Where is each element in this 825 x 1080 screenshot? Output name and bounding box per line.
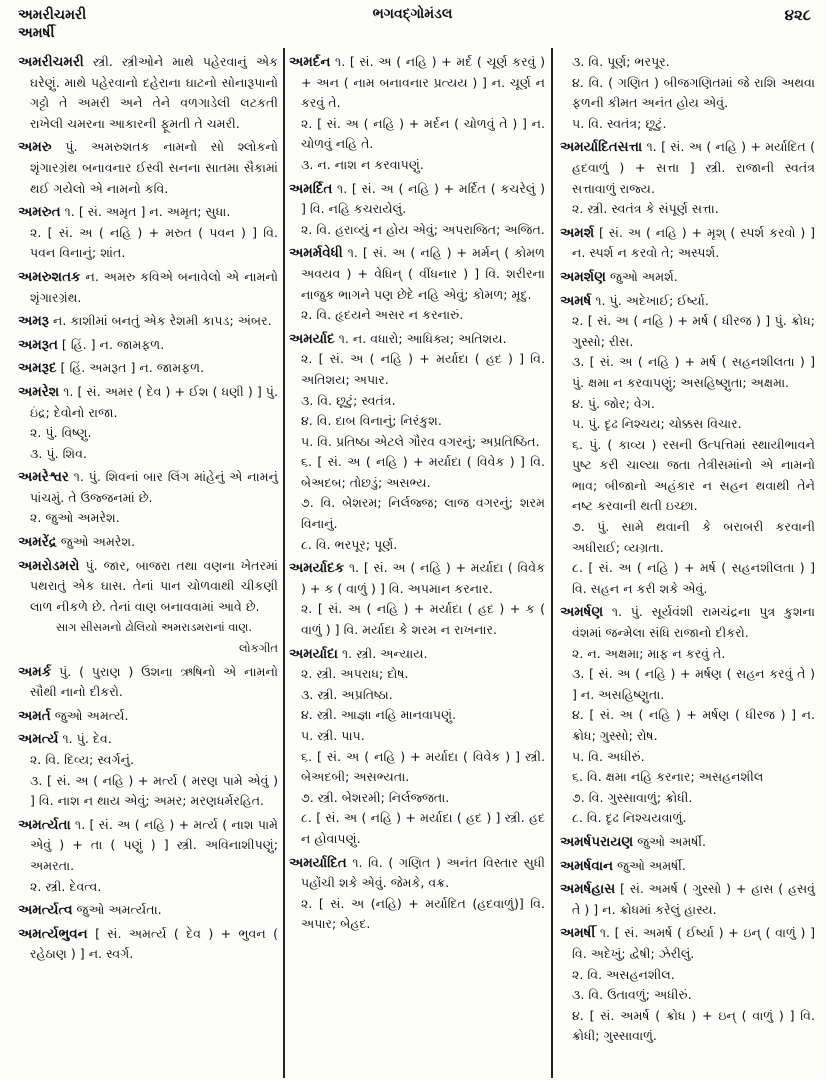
- definition-text: જુઓ અમર્ષી.: [637, 833, 706, 849]
- headword: અમર્દિત: [289, 180, 333, 197]
- headword: અમર્ષવાન: [560, 857, 614, 874]
- dictionary-entry: [18, 706, 278, 727]
- definition-text: જુઓ અમર્ત્યતા.: [76, 902, 162, 918]
- definition-text: ૧. પું. દેવ.: [62, 731, 112, 747]
- headword: અમરેશ: [18, 383, 60, 400]
- definition-text: ન. અમરુ કવિએ બનાવેલો એ નામનો શૃંગારગ્રંથ.: [30, 268, 278, 305]
- definition-text: [ સં. અમર્ત્ય ( દેવ ) + ભુવન ( રહેઠાણ ) ] ન. સ્વર્ગ.: [30, 925, 278, 962]
- definition-text: ૧. પું. શિવનાં બાર લિંગ માંહેનું એ નામનું પાંચમું. તે ઉજ્જનમાં છે.: [30, 469, 278, 505]
- dictionary-entry: [560, 832, 815, 853]
- page-number: ૪૨૮: [784, 6, 811, 24]
- dictionary-entry: [560, 52, 815, 134]
- headword: અમર્યાદક: [289, 560, 345, 577]
- dictionary-entry: [18, 556, 278, 659]
- dictionary-entry: [18, 267, 278, 308]
- definition-text: સ્ત્રી. સ્ત્રીઓને માથે પહેરવાનું એક ઘરેણું. માથે પહેરવાનો દહેરાના ઘાટનો સોનારૂપાનો ગટ્ટો તે અમરી અને તેને વળગાડેલી લટકતી રાખેલી ચમરના આકારની ફૂમતી તે ચમરી.: [30, 54, 278, 131]
- headword: અમર્ત: [18, 707, 51, 724]
- headword: અમર્શ: [560, 224, 595, 241]
- dictionary-entry: [18, 382, 278, 464]
- sense-line: ૨. વિ. હૃદયને અસર ન કરનારું.: [301, 307, 464, 323]
- sense-line: ૪. સ્ત્રી. આજ્ઞા નહિ માનવાપણું.: [301, 707, 457, 723]
- dictionary-entry: [18, 662, 278, 703]
- guide-word-first: અમરીચમરી: [18, 7, 87, 23]
- entry-definition: [18, 467, 278, 508]
- headword: અમર્યાદા: [289, 645, 338, 662]
- dictionary-entry: [560, 602, 815, 829]
- entry-definition: [18, 900, 278, 921]
- definition-text: ૧. [ સં. અ ( નહિ ) + મર્યાદા ( વિવેક ) + ક ( વાળું ) ] વિ. અપમાન કરનાર.: [301, 560, 545, 596]
- definition-text: [ સં. અ ( નહિ ) + મૃશ્ ( સ્પર્શ કરવો ) ] ન. સ્પર્શ ન કરવો તે; અસ્પર્શ.: [572, 224, 816, 261]
- definition-text: ૧. [ સં. અમર ( દેવ ) + ઈશ ( ધણી ) ] પું. ઇંદ્ર; દેવોનો રાજા.: [30, 383, 278, 420]
- entry-definition: [560, 267, 815, 288]
- definition-text: ૧. પું. અદેખાઈ; ઈર્ષ્યા.: [595, 292, 709, 308]
- headword: અમર્ષણ: [560, 604, 604, 621]
- sense-line: ૬. વિ. ક્ષમા નહિ કરનાર; અસહનશીલ: [572, 769, 764, 785]
- definition-text: પું. ( પુરાણ ) ઉશના ઋષિનો એ નામનો સૌથી નાનો દીકરો.: [30, 663, 278, 700]
- headword: અમરૂત: [18, 336, 58, 353]
- definition-text: ૧. [ સં. અ ( નહિ ) + મર્દ ( ચૂર્ણ કરવું ) + અન ( નામ બનાવનાર પ્રત્યય ) ] ન. ચૂર્ણ ન કરવું તે.: [301, 54, 545, 111]
- entry-definition: [18, 311, 278, 332]
- sense-line: ૮. [ સં. અ ( નહિ ) + મર્યાદા ( હદ ) ] સ્ત્રી. હદ ન હોવાપણું.: [301, 810, 545, 846]
- sense-line: ૨. [ સં. અ (નહિ) + મર્યાદિત (હદવાળું)] વિ. અપાર; બેહદ.: [301, 895, 545, 932]
- dictionary-entry: [18, 202, 278, 264]
- entry-definition: [18, 706, 278, 727]
- entry-definition: [18, 335, 278, 356]
- sense-line: ૩. વિ. પૂર્ણ; ભરપૂર.: [572, 54, 670, 69]
- sense-line: ૨. [ સં. અ ( નહિ ) + મર્ષ ( ધીરજ ) ] પું. ક્રોધ; ગુસ્સો; રીસ.: [572, 313, 815, 349]
- sense-line: ૨. સ્ત્રી. સ્વતંત્ર કે સંપૂર્ણ સત્તા.: [572, 201, 719, 217]
- entry-definition: [18, 358, 278, 379]
- headword: અમર્મવેધી: [289, 245, 343, 262]
- dictionary-entry: [289, 179, 545, 241]
- sense-line: ૩. વિ. છૂટું; સ્વતંત્ર.: [301, 392, 396, 408]
- headword: અમર્ષહાસ: [560, 881, 616, 898]
- sense-line: ૨. [ સં. અ ( નહિ ) + મર્યાદા ( હદ ) + ક ( વાળું ) ] વિ. મર્યાદા કે શરમ ન રાખનાર.: [301, 601, 545, 638]
- headword: અમર્ષપરાયણ: [560, 833, 634, 850]
- sense-line: ૬. પું. ( કાવ્ય ) રસની ઉત્પત્તિમાં સ્થાયીભાવને પુષ્ટ કરી ચાલ્યા જતા તેત્રીસમાંનો એ નામનો ભાવ; બીજાનો અહંકાર ન સહન થવાથી તેને નષ્ટ કરવાની થતી ઇચ્છા.: [572, 436, 815, 514]
- entry-definition: [289, 644, 545, 665]
- entry-definition: [18, 52, 278, 134]
- dictionary-entry: [289, 329, 545, 556]
- sense-line: ૨. સ્ત્રી. દેવત્વ.: [30, 878, 102, 894]
- entry-definition: [18, 729, 278, 750]
- dictionary-entry: [289, 52, 545, 176]
- definition-text: ૧. [ સં. અ ( નહિ ) + મર્મન્ ( કોમળ અવયવ ) + વેધિન્ ( વીંધનાર ) ] વિ. શરીરના નાજુક ભાગને પણ છેદે નહિ એવું; કોમળ; મૃદુ.: [301, 245, 545, 302]
- definition-text: ૧. પું. સૂર્યવંશી રામચંદ્રના પુત્ર કુશના વંશમાં જન્મેલા સંધિ રાજાનો દીકરો.: [572, 604, 816, 641]
- headword: અમર્ષ: [560, 292, 592, 309]
- dictionary-entry: [18, 358, 278, 379]
- sense-line: ૨. [ સં. અ ( નહિ ) + મરુત ( પવન ) ] વિ. પવન વિનાનું; શાંત.: [30, 224, 278, 261]
- quotation-source: લોકગીત: [239, 641, 278, 656]
- entry-definition: [560, 923, 815, 964]
- headword: અમર્દન: [289, 54, 331, 70]
- dictionary-entry: [18, 467, 278, 529]
- headword: અમરુત: [18, 204, 61, 221]
- sense-line: ૩. [ સં. અ ( નહિ ) + મર્ષ ( સહનશીલતા ) ] પું. ક્ષમા ન કરવાપણું; અસહિષ્ણુતા; અક્ષમા.: [572, 354, 815, 390]
- headword: અમર્યાદ: [289, 330, 335, 347]
- sense-line: ૫. વિ. પ્રતિષ્ઠા એટલે ગૌરવ વગરનું; અપ્રતિષ્ઠિત.: [301, 433, 540, 449]
- entry-definition: [289, 558, 545, 599]
- definition-text: જુઓ અમર્ત્ય.: [54, 707, 129, 723]
- definition-text: ૧. [ સં. અ ( નહિ ) + મર્યાદિત ( હદવાળું ) + સત્તા ] સ્ત્રી. રાજાની સ્વતંત્ર સત્તાવાળું રાજ્ય.: [572, 139, 815, 196]
- entry-definition: [18, 815, 278, 877]
- definition-text: ૧. સ્ત્રી. અન્યાય.: [342, 645, 428, 661]
- sense-line: ૮. વિ. દૃઢ નિશ્ચયવાળું.: [572, 810, 687, 826]
- dictionary-entry: [18, 311, 278, 332]
- sense-line: ૫. વિ. અધીરું.: [572, 748, 645, 764]
- headword: અમર્ત્ય: [18, 731, 59, 748]
- entry-definition: [289, 853, 545, 894]
- guide-word-last: અમર્ષી: [18, 25, 55, 41]
- column-3: [560, 52, 815, 1050]
- sense-line: ૮. [ સં. અ ( નહિ ) + મર્ષ ( સહનશીલતા ) ] વિ. સહન ન કરી શકે એવું.: [572, 560, 815, 596]
- column-1: [18, 52, 278, 968]
- headword: અમરૂ: [18, 313, 49, 330]
- headword: અમર્ત્યભુવન: [18, 925, 88, 942]
- definition-text: પું. જાર, બાજરા તથા વણના ખેતરમાં પથરાતું એક ઘાસ. તેનાં પાન ચોળવાથી ચીકણી લાળ નીકળે છે. તેનાં વાણ બનાવવામાં આવે છે.: [30, 557, 279, 614]
- headword: અમર્શણ: [560, 268, 606, 285]
- sense-line: ૪. [ સં. અ ( નહિ ) + મર્ષણ ( ધીરજ ) ] ન. ક્રોધ; ગુસ્સો; રોષ.: [572, 707, 815, 743]
- sense-line: ૪. વિ. દાબ વિનાનું; નિરંકુશ.: [301, 413, 442, 429]
- sense-line: ૩. [ સં. અ ( નહિ ) + મર્ત્ય ( મરણ પામે એવું ) ] વિ. નાશ ન થાય એવું; અમર; મરણધર્મરહિત.: [30, 772, 278, 809]
- sense-line: ૩. [ સં. અ ( નહિ ) + મર્ષણ ( સહન કરવું તે ) ] ન. અસહિષ્ણુતા.: [572, 666, 815, 702]
- sense-line: ૨. [ સં. અ ( નહિ ) + મર્યાદા ( હદ ) ] વિ. અતિશય; અપાર.: [301, 351, 545, 387]
- entry-definition: [560, 879, 815, 920]
- sense-line: ૩. વિ. ઉતાવળું; અધીરું.: [572, 987, 692, 1003]
- dictionary-entry: [18, 729, 278, 811]
- entry-definition: [560, 602, 815, 643]
- entry-definition: [289, 52, 545, 114]
- sense-line: ૫. પું. દૃઢ નિશ્ચય; ચોક્કસ વિચાર.: [572, 416, 742, 432]
- column-2: [289, 52, 545, 938]
- sense-line: ૩. સ્ત્રી. અપ્રતિષ્ઠા.: [301, 686, 393, 702]
- definition-text: [ હિં. ] ન. જામફળ.: [61, 336, 165, 352]
- definition-text: ૧. [ સં. અ ( નહિ ) + મર્ત્ય ( નાશ પામે એવું ) + તા ( પણું ) ] સ્ત્રી. અવિનાશીપણું; અમરતા.: [30, 816, 278, 873]
- definition-text: ૧. [ સં. અ ( નહિ ) + મર્દિત ( કચરેલું ) ] વિ. નહિ કચરાયેલું.: [301, 180, 545, 217]
- dictionary-entry: [560, 291, 815, 600]
- definition-text: જુઓ અમર્શ.: [609, 268, 678, 284]
- definition-text: ૧. [ સં. અમર્ષ ( ઈર્ષ્યા ) + ઇન્ ( વાળું ) ] વિ. અદેખું; દ્વેષી; ઝેરીલું.: [572, 925, 815, 961]
- sense-line: ૭. પું. સામે થવાની કે બરાબરી કરવાની અધીરાઈ; વ્યગ્રતા.: [572, 519, 815, 555]
- headword: અમરેંદ્ર: [18, 534, 57, 551]
- entry-definition: [18, 202, 278, 223]
- sense-line: ૨. વિ. હરાવ્યું ન હોય એવું; અપરાજિત; અજિત.: [301, 221, 545, 237]
- definition-text: ૧. ન. વધારો; આધિક્ય; અતિશય.: [338, 330, 507, 346]
- dictionary-entry: [18, 52, 278, 134]
- sense-line: ૮. વિ. ભરપૂર; પૂર્ણ.: [301, 536, 398, 552]
- sense-line: ૨. પું. વિષ્ણુ.: [30, 425, 92, 441]
- sense-line: ૨. વિ. દિવ્ય; સ્વર્ગનું.: [30, 752, 135, 767]
- definition-text: ન. કાશીમાં બનતું એક રેશમી કાપડ; અંબર.: [52, 313, 272, 329]
- entry-definition: [289, 329, 545, 350]
- dictionary-entry: [18, 815, 278, 897]
- sense-line: ૨. વિ. અસહનશીલ.: [572, 966, 675, 982]
- sense-line: ૨. [ સં. અ ( નહિ ) + મર્દન ( ચોળવું તે ) ] ન. ચોળવું નહિ તે.: [301, 115, 545, 152]
- entry-definition: [18, 137, 278, 199]
- headword: અમરોડમરો: [18, 557, 80, 574]
- dictionary-entry: [289, 644, 545, 850]
- dictionary-entry: [18, 532, 278, 553]
- definition-text: ૧. [ સં. અમૃત ] ન. અમૃત; સુધા.: [64, 204, 231, 220]
- headword: અમર્યાદિત: [289, 854, 347, 871]
- definition-text: ૧. વિ. ( ગણિત ) અનંત વિસ્તાર સુધી પહોંચી શકે એવું. જેમકે, વક્ર.: [301, 854, 545, 891]
- sense-line: ૫. વિ. સ્વતંત્ર; છૂટું.: [572, 115, 667, 131]
- sense-line: ૩. ન. નાશ ન કરવાપણું.: [301, 156, 424, 172]
- sense-line: ૨. જુઓ અમરેશ.: [30, 510, 120, 526]
- sense-line: ૫. સ્ત્રી. પાપ.: [301, 728, 365, 743]
- sense-line: ૩. પું. શિવ.: [30, 445, 87, 461]
- entry-definition: [289, 179, 545, 220]
- entry-definition: [18, 556, 278, 618]
- dictionary-entry: [560, 923, 815, 1047]
- sense-line: ૪. વિ. ( ગણિત ) બીજગણિતમાં જે રાશિ અથવા ફળની કીમત અનંત હોય એવું.: [572, 74, 815, 111]
- entry-definition: [560, 291, 815, 312]
- sense-line: ૭. વિ. ગુસ્સાવાળું; ક્રોધી.: [572, 789, 693, 805]
- sense-line: ૪. [ સં. અમર્ષ ( ક્રોધ ) + ઇન્ ( વાળું ) ] વિ. ક્રોધી; ગુસ્સાવાળું.: [572, 1007, 815, 1044]
- headword: અમર્યાદિતસત્તા: [560, 139, 643, 156]
- entry-definition: [560, 137, 815, 199]
- sense-line: ૨. ન. અક્ષમા; માફ ન કરવું તે.: [572, 645, 726, 661]
- dictionary-entry: [289, 243, 545, 325]
- headword: અમર્ષી: [560, 925, 596, 942]
- book-title: ભગવદ્ગોમંડલ: [372, 6, 453, 22]
- dictionary-entry: [289, 853, 545, 935]
- definition-text: પું. અમરુશતક નામનો સો શ્લોકનો શૃંગારગ્રંથ બનાવનાર ઈસ્વી સનના સાતમા સૈકામાં થઈ ગયેલો એ નામનો કવિ.: [30, 139, 278, 196]
- dictionary-entry: [18, 335, 278, 356]
- headword: અમરૂદ: [18, 360, 57, 377]
- sense-line: ૬. [ સં. અ ( નહિ ) + મર્યાદા ( વિવેક ) ] સ્ત્રી. બેઅદબી; અસભ્યતા.: [301, 748, 545, 785]
- definition-text: જુઓ અમર્ષી.: [617, 857, 686, 873]
- entry-definition: [18, 662, 278, 703]
- dictionary-entry: [560, 879, 815, 920]
- headword: અમરીચમરી: [18, 54, 84, 70]
- headword: અમર્ત્યત્વ: [18, 902, 73, 919]
- quotation: સાગ સીસમનો ઢોલિયો અમરાડમરાનાં વાણ.: [56, 620, 253, 635]
- headword: અમરુ: [18, 139, 52, 156]
- dictionary-entry: [18, 924, 278, 965]
- headword: અમર્ત્યતા: [18, 816, 71, 833]
- sense-line: ૭. વિ. બેશરમ; નિર્લજ્જ; લાજ વગરનું; શરમ વિનાનું.: [301, 495, 545, 532]
- sense-line: ૬. [ સં. અ ( નહિ ) + મર્યાદા ( વિવેક ) ] વિ. બેઅદબ; તોછડું; અસભ્ય.: [301, 454, 545, 490]
- dictionary-entry: [18, 900, 278, 921]
- headword: અમરુશતક: [18, 268, 81, 285]
- sense-line: ૨. સ્ત્રી. અપરાધ; દોષ.: [301, 666, 409, 682]
- headword: અમરેશ્વર: [18, 469, 69, 486]
- entry-definition: [560, 856, 815, 877]
- column-divider: [551, 48, 553, 1078]
- entry-definition: [289, 243, 545, 305]
- sense-line: ૪. પું. જોર; વેગ.: [572, 395, 655, 411]
- dictionary-entry: [18, 137, 278, 199]
- dictionary-entry: [560, 267, 815, 288]
- definition-text: જુઓ અમરેશ.: [60, 534, 136, 550]
- dictionary-entry: [560, 223, 815, 264]
- dictionary-entry: [560, 137, 815, 219]
- dictionary-entry: [289, 558, 545, 640]
- entry-definition: [18, 267, 278, 308]
- definition-text: [ હિં. અમરૂત ] ન. જામફળ.: [60, 360, 205, 376]
- entry-definition: [18, 532, 278, 553]
- entry-definition: [18, 382, 278, 423]
- headword: અમર્ક: [18, 663, 52, 680]
- definition-text: [ સં. અમર્ષ ( ગુસ્સો ) + હાસ ( હસવું તે ) ] ન. ક્રોધમાં કરેલું હાસ્ય.: [572, 881, 815, 917]
- column-divider: [283, 48, 285, 1078]
- dictionary-entry: [560, 856, 815, 877]
- entry-definition: [560, 832, 815, 853]
- sense-line: ૭. સ્ત્રી. બેશરમી; નિર્લજ્જતા.: [301, 789, 450, 805]
- entry-definition: [18, 924, 278, 965]
- entry-definition: [560, 223, 815, 264]
